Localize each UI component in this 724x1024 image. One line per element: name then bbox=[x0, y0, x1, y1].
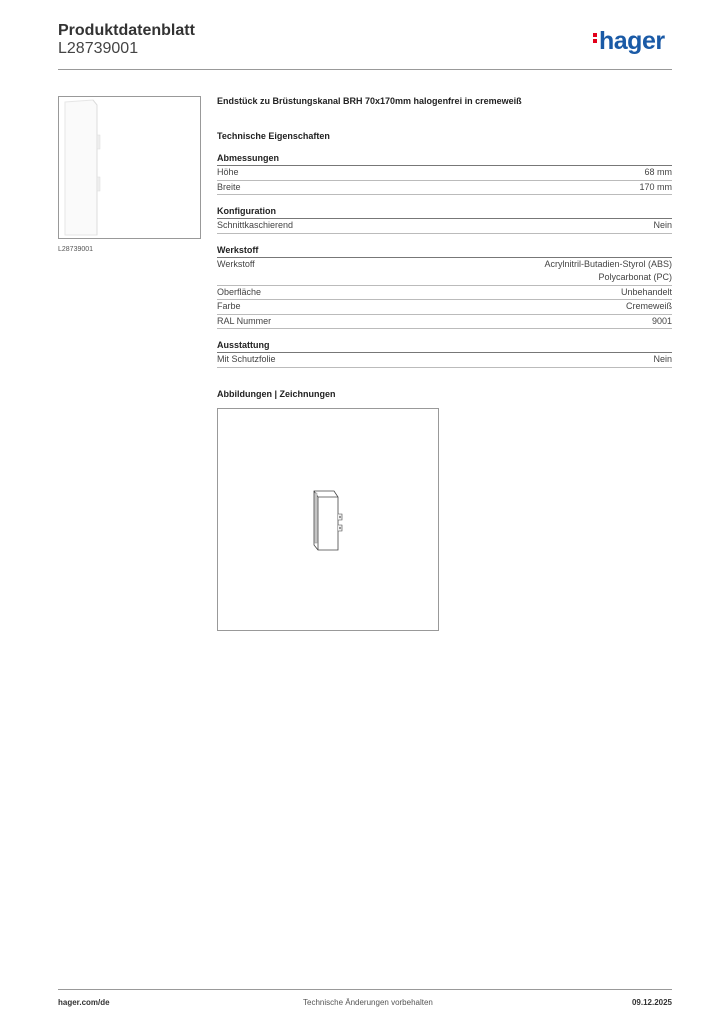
row-label: Oberfläche bbox=[217, 286, 262, 297]
images-heading: Abbildungen | Zeichnungen bbox=[217, 388, 336, 399]
product-title: Endstück zu Brüstungskanal BRH 70x170mm halogenfrei in cremeweiß bbox=[217, 96, 522, 106]
header-divider bbox=[58, 69, 672, 70]
table-row bbox=[217, 181, 672, 196]
product-thumbnail bbox=[58, 96, 201, 239]
row-value: Unbehandelt bbox=[620, 286, 672, 297]
table-row bbox=[217, 286, 672, 301]
doc-number: L28739001 bbox=[58, 40, 139, 57]
section-abmessungen bbox=[217, 153, 672, 195]
table-row bbox=[217, 258, 672, 286]
product-drawing bbox=[217, 408, 439, 631]
row-label: Werkstoff bbox=[217, 258, 255, 269]
footer-website-link[interactable]: hager.com/de bbox=[58, 998, 110, 1007]
table-row bbox=[217, 300, 672, 315]
thumbnail-caption: L28739001 bbox=[58, 246, 94, 253]
section-title: Ausstattung bbox=[217, 340, 672, 353]
footer-date: 09.12.2025 bbox=[631, 998, 672, 1007]
table-row bbox=[217, 166, 672, 181]
row-value: 68 mm bbox=[644, 167, 672, 177]
section-ausstattung bbox=[217, 340, 672, 368]
section-title: Abmessungen bbox=[217, 153, 672, 166]
section-werkstoff bbox=[217, 245, 672, 330]
row-value: Nein bbox=[653, 220, 672, 230]
row-value bbox=[544, 258, 672, 285]
footer-divider bbox=[58, 989, 672, 990]
table-row bbox=[217, 219, 672, 234]
row-value: 170 mm bbox=[639, 181, 672, 192]
row-value: Cremeweiß bbox=[625, 301, 672, 311]
doc-title: Produktdatenblatt bbox=[58, 22, 195, 39]
section-title: Konfiguration bbox=[217, 206, 672, 219]
main-content bbox=[217, 96, 672, 631]
tech-heading: Technische Eigenschaften bbox=[217, 131, 330, 141]
end-cap-drawing-icon bbox=[218, 409, 440, 632]
end-cap-thumbnail-icon bbox=[59, 97, 202, 240]
footer-note: Technische Änderungen vorbehalten bbox=[303, 998, 433, 1007]
row-label: Mit Schutzfolie bbox=[217, 354, 276, 364]
row-label: Höhe bbox=[217, 167, 239, 177]
row-value: Nein bbox=[653, 354, 672, 364]
row-value-line: Acrylnitril-Butadien-Styrol (ABS) bbox=[544, 258, 672, 269]
row-label: Breite bbox=[217, 181, 241, 192]
table-row bbox=[217, 353, 672, 368]
row-label: Farbe bbox=[217, 301, 241, 311]
hager-logo[interactable] bbox=[593, 27, 665, 56]
logo-dots-icon bbox=[593, 33, 597, 45]
row-label: Schnittkaschierend bbox=[217, 220, 294, 230]
row-value: 9001 bbox=[651, 315, 672, 326]
row-label: RAL Nummer bbox=[217, 315, 272, 326]
section-title: Werkstoff bbox=[217, 245, 672, 258]
logo-text: hager bbox=[599, 27, 665, 55]
table-row bbox=[217, 315, 672, 330]
row-value-line: Polycarbonat (PC) bbox=[598, 272, 672, 282]
section-konfiguration bbox=[217, 206, 672, 234]
